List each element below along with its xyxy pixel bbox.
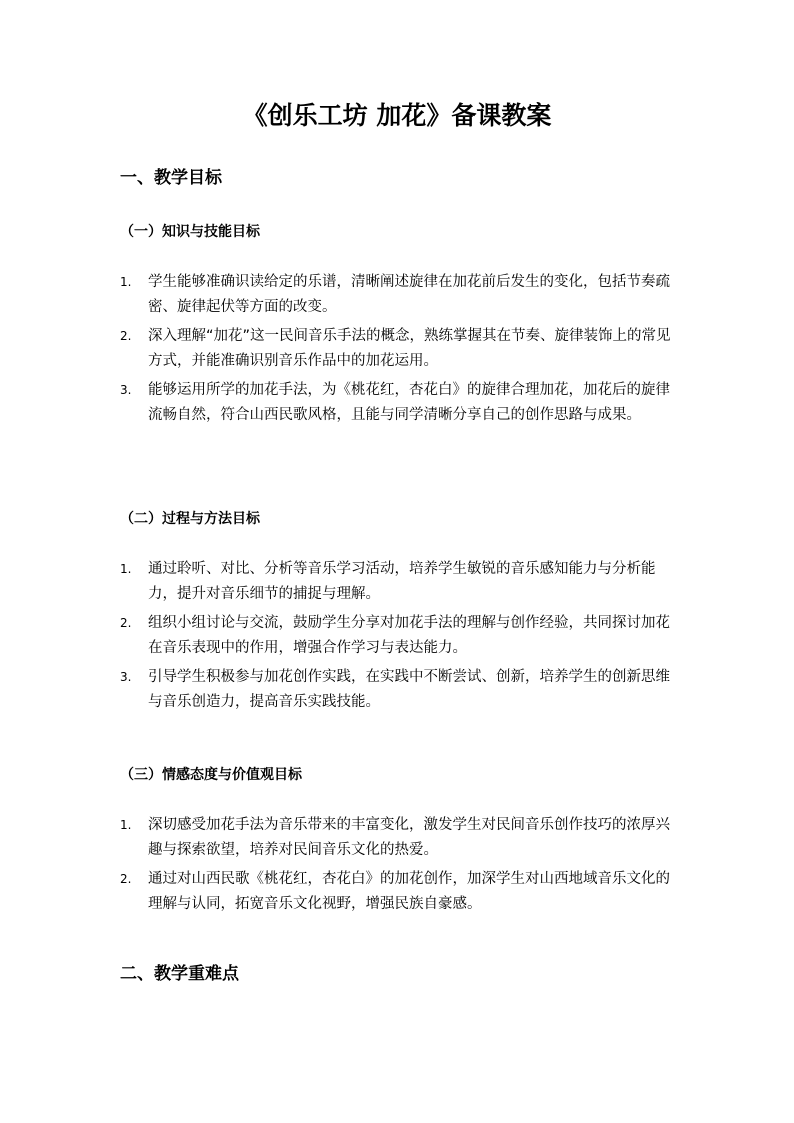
list-item-number: 2. [120,616,132,630]
list-item [120,665,680,715]
list-item [120,611,680,661]
subsection-heading-process-methods: （二）过程与方法目标 [120,511,260,527]
list-item-text: 引导学生积极参与加花创作实践，在实践中不断尝试、创新，培养学生的创新思维与音乐创造力，提高音乐实践技能。 [148,669,670,710]
list-item [120,813,680,863]
list-item-number: 1. [120,562,132,576]
subsection-heading-emotion-values: （三）情感态度与价值观目标 [120,767,302,783]
list-item [120,867,680,917]
emotion-values-list [120,813,680,921]
list-item [120,378,680,428]
list-item-number: 3. [120,670,132,684]
list-item-number: 3. [120,383,132,397]
list-item-number: 1. [120,818,132,832]
list-item [120,324,680,374]
list-item [120,270,680,320]
list-item-text: 通过对山西民歌《桃花红，杏花白》的加花创作，加深学生对山西地域音乐文化的理解与认同，拓宽音乐文化视野，增强民族自豪感。 [148,871,670,912]
list-item-text: 深切感受加花手法为音乐带来的丰富变化，激发学生对民间音乐创作技巧的浓厚兴趣与探索欲望，培养对民间音乐文化的热爱。 [148,817,670,858]
list-item-text: 组织小组讨论与交流，鼓励学生分享对加花手法的理解与创作经验，共同探讨加花在音乐表现中的作用，增强合作学习与表达能力。 [148,615,670,656]
process-methods-list [120,557,680,719]
document-title: 《创乐工坊 加花》备课教案 [242,101,552,130]
list-item-text: 学生能够准确识读给定的乐谱，清晰阐述旋律在加花前后发生的变化，包括节奏疏密、旋律起伏等方面的改变。 [148,274,670,315]
list-item-number: 2. [120,329,132,343]
knowledge-skills-list [120,270,680,432]
list-item-text: 能够运用所学的加花手法，为《桃花红，杏花白》的旋律合理加花，加花后的旋律流畅自然，符合山西民歌风格，且能与同学清晰分享自己的创作思路与成果。 [148,382,670,423]
list-item [120,557,680,607]
list-item-text: 深入理解“加花”这一民间音乐手法的概念，熟练掌握其在节奏、旋律装饰上的常见方式，并能准确识别音乐作品中的加花运用。 [148,328,671,369]
section-heading-key-difficulties: 二、教学重难点 [120,964,239,984]
list-item-number: 1. [120,275,132,289]
subsection-heading-knowledge-skills: （一）知识与技能目标 [120,224,260,240]
list-item-text: 通过聆听、对比、分析等音乐学习活动，培养学生敏锐的音乐感知能力与分析能力，提升对音乐细节的捕捉与理解。 [148,561,656,602]
section-heading-teaching-goals: 一、教学目标 [120,168,222,188]
list-item-number: 2. [120,872,132,886]
